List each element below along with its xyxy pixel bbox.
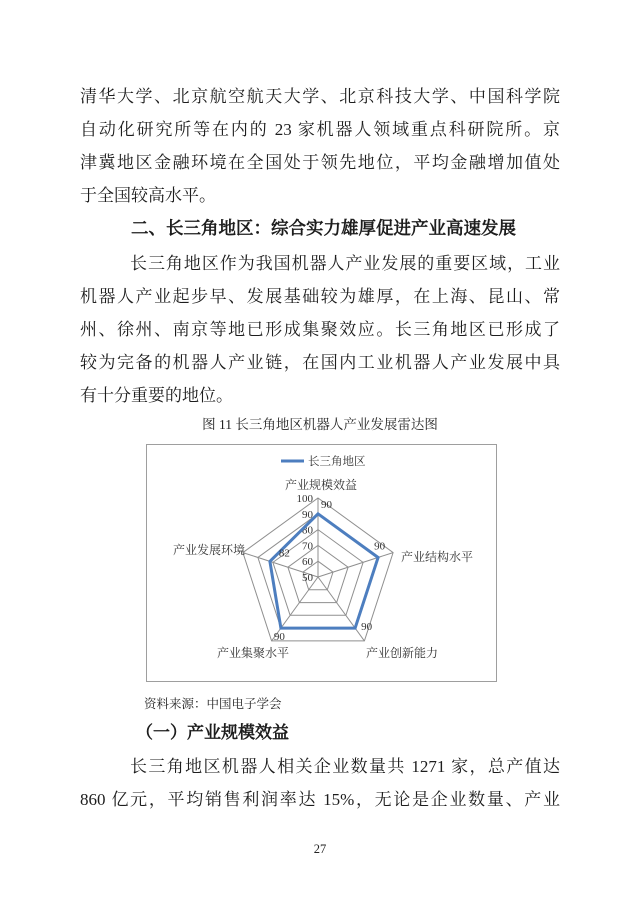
radar-tick-label: 70 [302, 540, 313, 553]
sub-heading: （一）产业规模效益 [136, 723, 289, 742]
source-note: 资料来源：中国电子学会 [144, 697, 282, 711]
legend-label: 长三角地区 [308, 456, 366, 468]
radar-tick-label: 60 [302, 556, 313, 569]
radar-data-label: 90 [321, 498, 332, 511]
radar-chart-frame [146, 444, 497, 682]
radar-data-label: 82 [278, 547, 290, 560]
text-line: 长三角地区作为我国机器人产业发展的重要区域，工业 [130, 254, 560, 273]
text-line: 有十分重要的地位。 [80, 386, 233, 405]
text-line: 机器人产业起步早、发展基础较为雄厚，在上海、昆山、常 [80, 287, 560, 306]
text-line: 于全国较高水平。 [80, 186, 216, 205]
figure-caption: 图 11 长三角地区机器人产业发展雷达图 [202, 417, 438, 432]
radar-spoke [318, 553, 393, 577]
section-heading: 二、长三角地区：综合实力雄厚促进产业高速发展 [131, 218, 516, 238]
radar-chart-svg [147, 445, 496, 681]
radar-axis-label: 产业结构水平 [401, 550, 474, 564]
radar-series-line [270, 514, 378, 628]
radar-data-label: 90 [273, 631, 285, 644]
radar-tick-label: 50 [302, 572, 313, 584]
paragraph-jingjinji [80, 80, 560, 212]
page-number: 27 [313, 842, 327, 856]
radar-tick-label: 90 [302, 508, 313, 521]
text-line: 清华大学、北京航空航天大学、北京科技大学、中国科学院 [80, 87, 560, 106]
paragraph-scale-benefit [80, 750, 560, 816]
radar-axis-label: 产业发展环境 [172, 543, 245, 557]
radar-spoke [318, 577, 364, 641]
text-line: 长三角地区机器人相关企业数量共 1271 家，总产值达 [130, 757, 560, 776]
radar-data-label: 90 [361, 621, 373, 634]
radar-axis-label: 产业创新能力 [366, 646, 439, 660]
radar-data-label: 90 [374, 540, 386, 553]
text-line: 自动化研究所等在内的 23 家机器人领域重点科研院所。京 [80, 120, 560, 139]
radar-tick-label: 80 [302, 524, 313, 537]
text-line: 州、徐州、南京等地已形成集聚效应。长三角地区已形成了 [80, 320, 560, 339]
text-line: 津冀地区金融环境在全国处于领先地位，平均金融增加值处 [80, 153, 560, 172]
text-line: 860 亿元，平均销售利润率达 15%，无论是企业数量、产业 [80, 790, 560, 809]
text-line: 较为完备的机器人产业链，在国内工业机器人产业发展中具 [80, 353, 560, 372]
radar-axis-label: 产业规模效益 [284, 478, 358, 492]
paragraph-changsanjiao [80, 247, 560, 412]
radar-axis-label: 产业集聚水平 [216, 646, 289, 660]
radar-tick-label: 100 [296, 493, 313, 505]
